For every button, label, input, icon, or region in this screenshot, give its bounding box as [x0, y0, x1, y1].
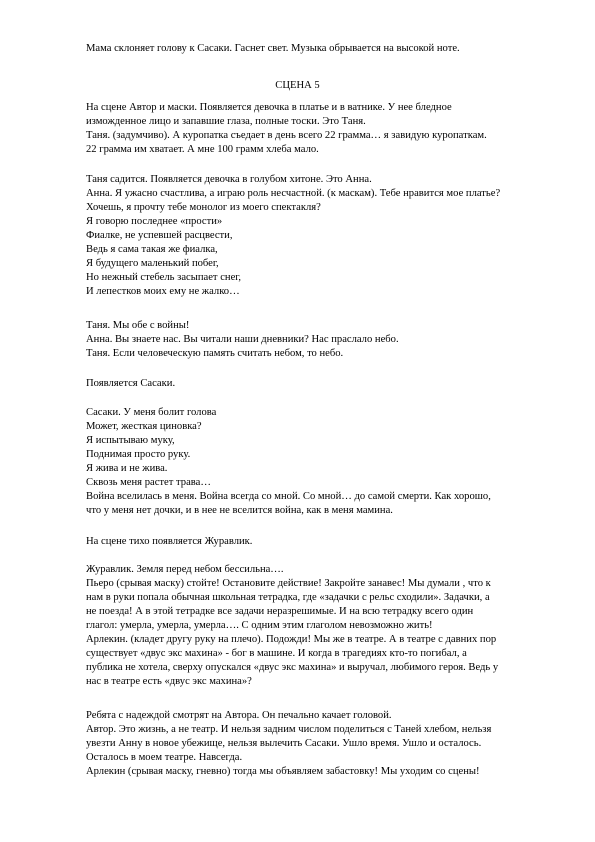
text-line: Автор. Это жизнь, а не театр. И нельзя задним числом поделиться с Таней хлебом, нельзя — [86, 724, 492, 735]
text-line: Осталось в моем театре. Навсегда. — [86, 752, 243, 763]
text-line: нас в театре есть «двус экс махина»? — [86, 676, 252, 687]
paragraph-6 — [86, 535, 556, 549]
text-line: публика не хотела, сверху опускался «двус экс махина» и выручал, любимого героя. Ведь у — [86, 662, 499, 673]
text-line: Сквозь меня растет трава… — [86, 477, 211, 488]
text-line: Я испытываю муку, — [86, 435, 175, 446]
text-line: Анна. Вы знаете нас. Вы читали наши дневники? Нас праслало небо. — [86, 334, 399, 345]
paragraph-7 — [86, 563, 556, 689]
paragraph-4 — [86, 377, 556, 391]
text-line: Арлекин. (кладет другу руку на плечо). Подожди! Мы же в театре. А в театре с давних пор — [86, 634, 497, 645]
text-line: На сцене тихо появляется Журавлик. — [86, 536, 253, 547]
text-line: нам в руки попала обычная школьная тетрадка, где «задачки с рельс сходили». Задачки, а — [86, 592, 490, 603]
text-line: Война вселилась в меня. Война всегда со мной. Со мной… до самой смерти. Как хорошо, — [86, 491, 491, 502]
text-line: изможденное лицо и запавшие глаза, полные тоски. Это Таня. — [86, 116, 366, 127]
text-line: И лепестков моих ему не жалко… — [86, 286, 240, 297]
text-line: Ребята с надеждой смотрят на Автора. Он печально качает головой. — [86, 710, 392, 721]
text-line: Ведь я сама такая же фиалка, — [86, 244, 218, 255]
text-line: Я жива и не жива. — [86, 463, 168, 474]
text-line: Может, жесткая циновка? — [86, 421, 202, 432]
text-line: Пьеро (срывая маску) стойте! Остановите действие! Закройте занавес! Мы думали , что к — [86, 578, 491, 589]
text-line: Таня. Если человеческую память считать небом, то небо. — [86, 348, 344, 359]
text-line: Таня. (задумчиво). А куропатка съедает в день всего 22 грамма… я завидую куропаткам. — [86, 130, 487, 141]
text-line: Я будущего маленький побег, — [86, 258, 219, 269]
text-line: Поднимая просто руку. — [86, 449, 191, 460]
paragraph-5 — [86, 406, 556, 518]
intro-paragraph — [86, 42, 556, 56]
text-line: не поезда! А в этой тетрадке все задачи неразрешимые. И на всю тетрадку всего один — [86, 606, 474, 617]
text-line: Появляется Сасаки. — [86, 378, 176, 389]
intro-line: Мама склоняет голову к Сасаки. Гаснет свет. Музыка обрывается на высокой ноте. — [86, 43, 460, 54]
paragraph-8 — [86, 709, 556, 779]
text-line: Арлекин (срывая маску, гневно) тогда мы объявляем забастовку! Мы уходим со сцены! — [86, 766, 480, 777]
text-line: 22 грамма им хватает. А мне 100 грамм хлеба мало. — [86, 144, 319, 155]
text-line: глагол: умерла, умерла, умерла…. С одним этим глаголом невозможно жить! — [86, 620, 433, 631]
text-line: увезти Анну в новое убежище, нельзя вылечить Сасаки. Ушло время. Ушло и осталось. — [86, 738, 482, 749]
text-line: Таня. Мы обе с войны! — [86, 320, 190, 331]
text-line: Сасаки. У меня болит голова — [86, 407, 217, 418]
text-line: что у меня нет дочки, и в нее не вселится война, как в меня мамина. — [86, 505, 393, 516]
text-line: Но нежный стебель засыпает снег, — [86, 272, 242, 283]
text-line: Хочешь, я прочту тебе монолог из моего спектакля? — [86, 202, 321, 213]
scene-title: СЦЕНА 5 — [275, 80, 320, 91]
text-line: Фиалке, не успевшей расцвести, — [86, 230, 233, 241]
text-line: Таня садится. Появляется девочка в голубом хитоне. Это Анна. — [86, 174, 372, 185]
text-line: Журавлик. Земля перед небом бессильна…. — [86, 564, 284, 575]
text-line: Анна. Я ужасно счастлива, а играю роль несчастной. (к маскам). Тебе нравится мое платье? — [86, 188, 501, 199]
text-line: Я говорю последнее «прости» — [86, 216, 223, 227]
paragraph-3 — [86, 319, 556, 361]
text-line: На сцене Автор и маски. Появляется девочка в платье и в ватнике. У нее бледное — [86, 102, 452, 113]
text-line: существует «двус экс махина» - бог в машине. И когда в трагедиях кто-то погибал, а — [86, 648, 467, 659]
paragraph-2 — [86, 173, 556, 299]
paragraph-1 — [86, 101, 556, 157]
